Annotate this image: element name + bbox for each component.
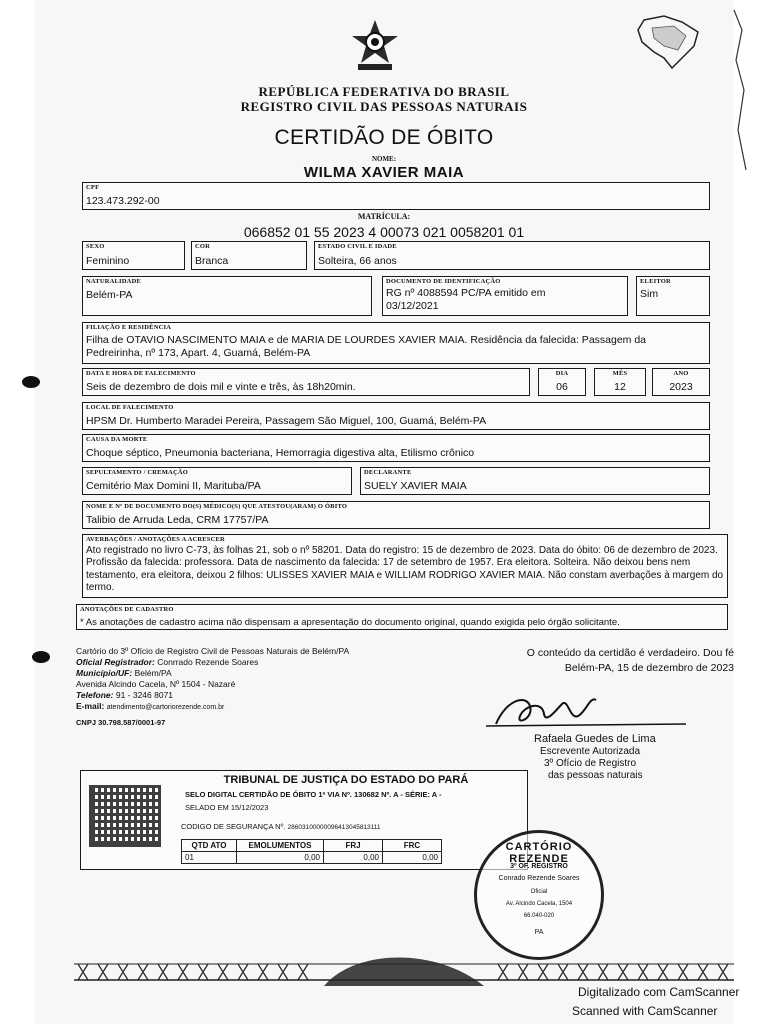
deceased-name: WILMA XAVIER MAIA	[303, 164, 465, 181]
mes-value: 12	[614, 381, 626, 393]
fees-cell-frc: 0,00	[383, 852, 442, 864]
brazil-map-icon	[634, 12, 704, 72]
naturalidade-value: Belém-PA	[86, 289, 133, 301]
cnpj: CNPJ 30.798.587/0001-97	[76, 718, 166, 727]
declarante-box	[360, 467, 710, 495]
medico-value: Talibio de Arruda Leda, CRM 17757/PA	[86, 514, 269, 526]
data-hora-box	[82, 368, 530, 396]
municipio-label: Município/UF:	[76, 668, 133, 678]
local-value: HPSM Dr. Humberto Maradei Pereira, Passagem São Miguel, 100, Guamá, Belém-PA	[86, 415, 487, 427]
municipio-value: Belém/PA	[134, 668, 172, 678]
fees-col-frc: FRC	[383, 840, 442, 852]
signer-role-3: das pessoas naturais	[548, 770, 643, 781]
ano-box	[652, 368, 710, 396]
coat-of-arms-icon	[350, 18, 400, 74]
filiacao-label: FILIAÇÃO E RESIDÊNCIA	[86, 324, 172, 331]
causa-box	[82, 434, 710, 462]
stamp-ring-text: CARTÓRIO REZENDE	[505, 841, 573, 865]
cpf-label: CPF	[86, 184, 100, 191]
fees-col-emolumentos: EMOLUMENTOS	[237, 840, 324, 852]
averbacoes-label: AVERBAÇÕES / ANOTAÇÕES A ACRESCER	[86, 536, 225, 543]
decorative-border-icon	[74, 950, 734, 986]
fees-header-row	[182, 840, 442, 852]
ano-label: ANO	[673, 370, 689, 377]
email-value: atendimento@cartoriorezende.com.br	[106, 704, 225, 711]
dia-box	[538, 368, 586, 396]
dia-value: 06	[556, 381, 568, 393]
selo-box	[80, 770, 528, 870]
oficial-label: Oficial Registrador:	[76, 657, 155, 667]
sexo-box	[82, 241, 185, 270]
telefone-value: 91 - 3246 8071	[115, 690, 174, 700]
cartorio-block	[76, 646, 386, 728]
estado-civil-label: ESTADO CIVIL E IDADE	[318, 243, 397, 250]
eleitor-label: ELEITOR	[640, 278, 671, 285]
cor-box	[191, 241, 307, 270]
cor-label: COR	[195, 243, 211, 250]
declarante-value: SUELY XAVIER MAIA	[364, 480, 467, 492]
cartorio-line: Cartório do 3º Ofício de Registro Civil de Pessoas Naturais de Belém/PA	[76, 646, 350, 656]
fees-col-frj: FRJ	[324, 840, 383, 852]
attest-line-2: Belém-PA, 15 de dezembro de 2023	[564, 662, 734, 674]
header-line-2: REGISTRO CIVIL DAS PESSOAS NATURAIS	[240, 99, 528, 114]
notary-stamp	[474, 830, 604, 960]
matricula-label: MATRÍCULA:	[357, 212, 411, 221]
fees-col-qtd: QTD ATO	[182, 840, 237, 852]
stamp-line-4: Av. Alcindo Cacela, 1504	[505, 901, 573, 907]
security-code-value: 28603100000096413045813111	[287, 824, 381, 831]
cpf-box	[82, 182, 710, 210]
sepultamento-value: Cemitério Max Domini II, Marituba/PA	[86, 480, 261, 492]
fees-row	[182, 852, 442, 864]
oficial-name: Conrrado Rezende Soares	[157, 657, 259, 667]
certificate-page	[34, 0, 734, 1024]
punch-hole-icon	[32, 651, 50, 663]
documento-value: RG nº 4088594 PC/PA emitido em 03/12/2021	[386, 287, 546, 312]
causa-label: CAUSA DA MORTE	[86, 436, 148, 443]
signer-name: Rafaela Guedes de Lima	[534, 733, 656, 745]
qr-code-icon	[89, 785, 161, 847]
margin-mark-icon	[728, 0, 758, 200]
page-title: CERTIDÃO DE ÓBITO	[274, 126, 494, 149]
selo-line-2: SELADO EM 15/12/2023	[185, 803, 269, 812]
cadastro-value: * As anotações de cadastro acima não dispensam a apresentação do documento original, quando exigida pelo órgão solicitante.	[80, 617, 620, 628]
security-code-label: CODIGO DE SEGURANÇA Nº.	[181, 822, 286, 831]
medico-label: NOME E Nº DE DOCUMENTO DO(S) MÉDICO(S) QUE ATESTOU(ARAM) O ÓBITO	[86, 503, 348, 510]
mes-box	[594, 368, 646, 396]
medico-box	[82, 501, 710, 529]
documento-label: DOCUMENTO DE IDENTIFICAÇÃO	[386, 278, 501, 285]
data-hora-label: DATA E HORA DE FALECIMENTO	[86, 370, 196, 377]
sexo-value: Feminino	[86, 255, 130, 267]
averbacoes-box	[82, 534, 728, 598]
estado-civil-box	[314, 241, 710, 270]
signer-role-2: 3º Ofício de Registro	[544, 758, 637, 769]
cor-value: Branca	[195, 255, 229, 267]
eleitor-box	[636, 276, 710, 316]
sexo-label: SEXO	[86, 243, 105, 250]
cpf-value: 123.473.292-00	[86, 195, 160, 207]
stamp-line-6: PA	[534, 929, 544, 936]
sepultamento-box	[82, 467, 352, 495]
local-box	[82, 402, 710, 430]
stamp-line-2: Conrado Rezende Soares	[498, 875, 580, 882]
naturalidade-label: NATURALIDADE	[86, 278, 142, 285]
causa-value: Choque séptico, Pneumonia bacteriana, Hemorragia digestiva alta, Etilismo crônico	[86, 447, 475, 459]
scanner-watermark-1: Digitalizado com CamScanner	[578, 985, 740, 999]
cadastro-box	[76, 604, 728, 630]
stamp-line-3: Oficial	[530, 889, 548, 895]
selo-line-1: SELO DIGITAL CERTIDÃO DE ÓBITO 1ª VIA Nº. 130682 Nº. A - SÉRIE: A -	[185, 790, 442, 799]
estado-civil-value: Solteira, 66 anos	[318, 255, 397, 267]
attest-line-1: O conteúdo da certidão é verdadeiro. Dou fé	[526, 647, 734, 659]
data-hora-value: Seis de dezembro de dois mil e vinte e três, às 18h20min.	[86, 381, 356, 393]
stamp-line-1: 3º OF. REGISTRO	[510, 863, 568, 870]
matricula-value: 066852 01 55 2023 4 00073 021 0058201 01	[243, 224, 525, 240]
fees-cell-frj: 0,00	[324, 852, 383, 864]
email-label: E-mail:	[76, 701, 105, 711]
signer-role-1: Escrevente Autorizada	[540, 746, 641, 757]
cartorio-address: Avenida Alcindo Cacela, Nº 1504 - Nazaré	[76, 679, 236, 689]
security-code	[181, 822, 381, 831]
cadastro-label: ANOTAÇÕES DE CADASTRO	[80, 606, 174, 613]
selo-title: TRIBUNAL DE JUSTIÇA DO ESTADO DO PARÁ	[223, 774, 469, 786]
signature-icon	[486, 680, 706, 736]
ano-value: 2023	[669, 381, 693, 393]
dia-label: DIA	[555, 370, 569, 377]
name-label: NOME:	[371, 155, 397, 163]
documento-box	[382, 276, 628, 316]
averbacoes-value: Ato registrado no livro C-73, às folhas 21, sob o nº 58201. Data do registro: 15 de dezembro de 2023. Data do óbito: 06 de dezembro de 2023. Profissão da falecida: professora. Data de nascimento da falecida: 17 de setembro de 1957. Era eleitora. Solteira. Não deixou bens nem testamento, era eleitora, deixou 2 filhos: ULISSES XAVIER MAIA e WILLIAM RODRIGO XAVIER MAIA. Não constam averbações à margem do termo.	[86, 545, 724, 594]
stamp-line-5: 66.040-020	[523, 913, 555, 919]
header-line-1: REPÚBLICA FEDERATIVA DO BRASIL	[258, 84, 510, 99]
sepultamento-label: SEPULTAMENTO / CREMAÇÃO	[86, 469, 188, 476]
filiacao-box	[82, 322, 710, 364]
filiacao-value: Filha de OTAVIO NASCIMENTO MAIA e de MARIA DE LOURDES XAVIER MAIA. Residência da falecida: Passagem da Pedreirinha, nº 173, Apart. 4, Guamá, Belém-PA	[86, 334, 647, 359]
scanner-watermark-2: Scanned with CamScanner	[572, 1004, 718, 1018]
mes-label: MÊS	[612, 370, 628, 377]
punch-hole-icon	[22, 376, 40, 388]
naturalidade-box	[82, 276, 372, 316]
fees-cell-emolumentos: 0,00	[237, 852, 324, 864]
eleitor-value: Sim	[640, 288, 659, 300]
telefone-label: Telefone:	[76, 690, 114, 700]
declarante-label: DECLARANTE	[364, 469, 412, 476]
local-label: LOCAL DE FALECIMENTO	[86, 404, 174, 411]
fees-table	[181, 839, 442, 864]
fees-cell-qtd: 01	[182, 852, 237, 864]
